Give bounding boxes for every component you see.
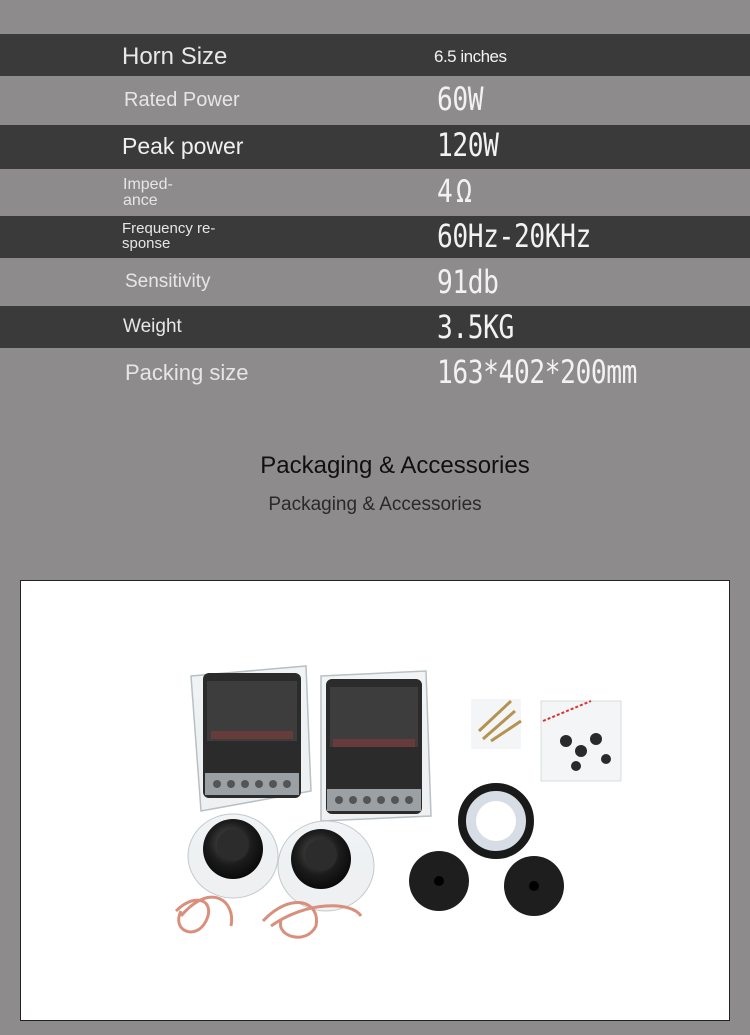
spec-row-horn-size (0, 34, 750, 76)
spec-label: Imped- ance (123, 176, 173, 209)
product-photo (20, 580, 730, 1021)
spec-value: 3.5KG (437, 308, 514, 346)
spec-value: 4Ω (437, 172, 476, 210)
screws-bag-left (471, 699, 521, 749)
spec-label: Peak power (122, 133, 244, 159)
tweeter-left (188, 814, 278, 898)
spec-row-sensitivity (0, 258, 750, 306)
spec-row-weight (0, 306, 750, 348)
crossover-box-right (321, 671, 431, 821)
section-title: Packaging & Accessories (260, 452, 530, 479)
spec-value: 60Hz-20KHz (437, 217, 591, 255)
mounting-ring (462, 787, 530, 855)
spec-label: Weight (123, 316, 182, 337)
spec-table (0, 34, 750, 398)
spec-value: 6.5 inches (434, 47, 507, 66)
spec-row-frequency-response (0, 216, 750, 258)
mounting-cup-right (504, 856, 564, 916)
spec-value: 60W (437, 80, 484, 118)
spec-label: Frequency re- sponse (122, 220, 216, 252)
tweeter-right (278, 821, 374, 911)
spec-value: 163*402*200mm (437, 353, 638, 391)
spec-row-rated-power (0, 76, 750, 125)
mounting-cup-left (409, 851, 469, 911)
speaker-set-illustration (21, 581, 730, 1021)
spec-label: Sensitivity (125, 271, 211, 292)
spec-value: 91db (437, 263, 499, 301)
spec-row-peak-power (0, 125, 750, 169)
spec-label: Packing size (125, 360, 249, 385)
spec-value: 120W (437, 126, 499, 164)
screws-bag-right (541, 701, 621, 781)
crossover-box-left (191, 666, 311, 811)
section-subtitle: Packaging & Accessories (268, 494, 482, 515)
spec-row-packing-size (0, 348, 750, 398)
spec-label: Rated Power (124, 89, 240, 111)
spec-row-impedance (0, 169, 750, 216)
spec-label: Horn Size (122, 43, 228, 70)
